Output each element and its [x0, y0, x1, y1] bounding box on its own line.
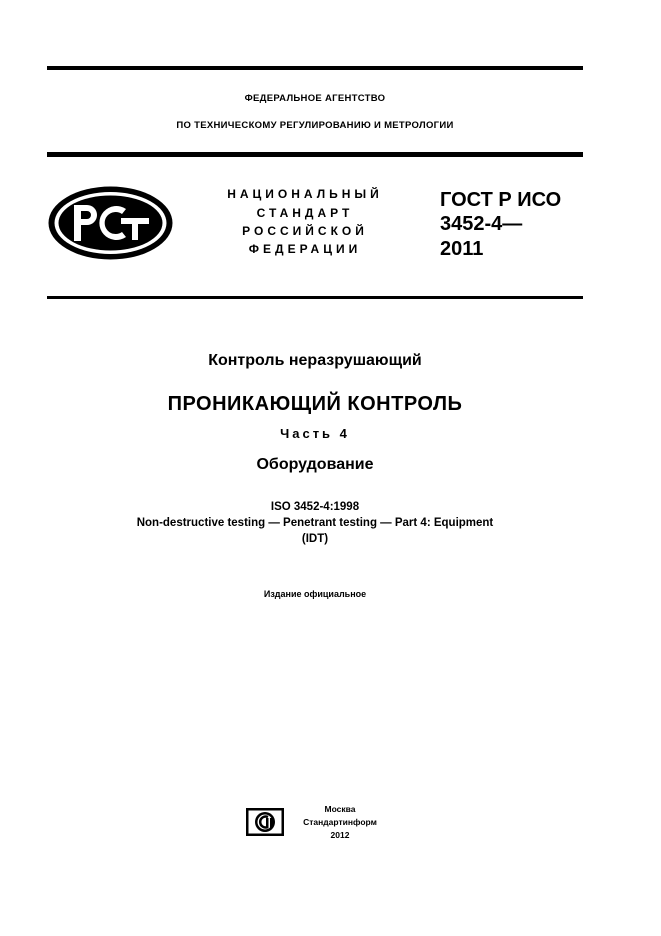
- part-number: Часть 4: [280, 426, 350, 441]
- gost-designation-line-1: ГОСТ Р ИСО: [440, 189, 562, 211]
- part-title: Оборудование: [256, 456, 374, 473]
- standard-rule: [47, 296, 583, 299]
- top-rule: [47, 66, 583, 70]
- gost-designation-line-2: 3452-4—: [440, 213, 523, 235]
- national-line-2: СТАНДАРТ: [256, 206, 354, 220]
- subject-title: Контроль неразрушающий: [208, 352, 422, 369]
- gost-designation-line-3: 2011: [440, 238, 484, 260]
- agency-line-2: ПО ТЕХНИЧЕСКОМУ РЕГУЛИРОВАНИЮ И МЕТРОЛОГИИ: [176, 120, 454, 131]
- national-line-4: ФЕДЕРАЦИИ: [248, 242, 362, 256]
- edition-label: Издание официальное: [263, 589, 367, 599]
- header-rule: [47, 152, 583, 157]
- standartinform-logo-icon: [246, 808, 284, 836]
- agency-line-1: ФЕДЕРАЛЬНОЕ АГЕНТСТВО: [244, 93, 386, 104]
- publisher-city: Москва: [324, 804, 356, 814]
- iso-number: ISO 3452-4:1998: [270, 501, 360, 513]
- publisher-year: 2012: [330, 830, 350, 840]
- national-line-3: РОССИЙСКОЙ: [242, 224, 368, 238]
- iso-english-title: Non-destructive testing — Penetrant testing — Part 4: Equipment: [136, 517, 494, 529]
- national-line-1: НАЦИОНАЛЬНЫЙ: [227, 187, 383, 201]
- rst-logo-icon: [47, 185, 174, 261]
- publisher-name: Стандартинформ: [303, 817, 377, 827]
- main-title: ПРОНИКАЮЩИЙ КОНТРОЛЬ: [167, 393, 463, 415]
- iso-equivalence: (IDT): [301, 533, 329, 545]
